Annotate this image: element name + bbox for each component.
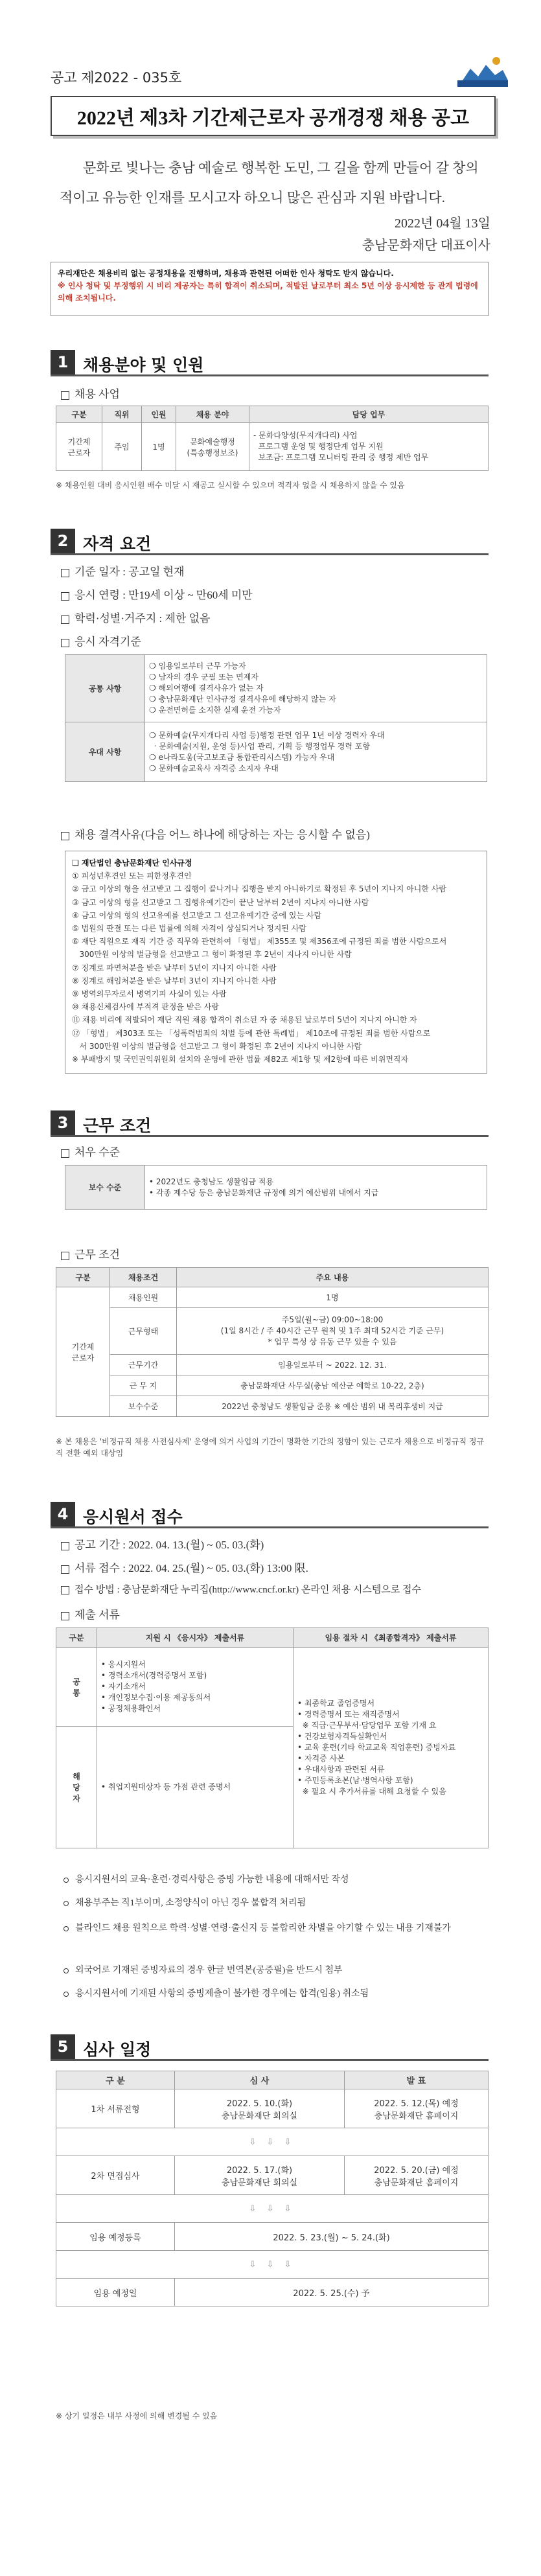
list-item: • 응시지원서 <box>101 1660 146 1669</box>
cell-duties <box>249 423 489 471</box>
sec2-item-3 <box>61 632 141 649</box>
square-bullet-icon <box>61 391 69 400</box>
th-content: 주요 내용 <box>177 1268 489 1287</box>
final-docs <box>294 1648 489 1848</box>
list-item: • 공정채용확인서 <box>101 1704 161 1713</box>
cell-key: 근 무 지 <box>110 1375 177 1396</box>
th-applicant-docs: 지원 시 《응시자》 제출서류 <box>97 1628 294 1648</box>
th-type: 구분 <box>56 1628 97 1648</box>
sec4-item-1 <box>61 1559 308 1575</box>
disq-item: ⑫ 「형법」 제303조 또는 「성폭력범죄의 처벌 등에 관한 특례법」 제10조에 규정된 죄를 범한 사람으로 <box>72 1028 431 1038</box>
cell-count: 1명 <box>142 423 176 471</box>
note-text: 응시지원서의 교육·훈련·경력사항은 증빙 가능한 내용에 대해서만 작성 <box>75 1875 349 1885</box>
cell-value: 임용일로부터 ~ 2022. 12. 31. <box>177 1355 489 1375</box>
item-label: 서류 접수 : 2022. 04. 25.(월) ~ 05. 03.(화) 13:00 限. <box>75 1562 308 1574</box>
item-label: 공고 기간 : 2022. 04. 13.(월) ~ 05. 03.(화) <box>75 1539 264 1551</box>
intro-text: 문화로 빛나는 충남 예술로 행복한 도민, 그 길을 함께 만들어 갈 창의적이고 유능한 인재를 모시고자 하오니 많은 관심과 지원 바랍니다. <box>60 160 479 205</box>
issue-date: 2022년 04월 13일 <box>395 216 490 231</box>
item-label: 기준 일자 : 공고일 현재 <box>75 566 185 578</box>
cell-rank: 주임 <box>102 423 142 471</box>
cell-type: 기간제 근로자 <box>56 423 102 471</box>
disq-item: ⑧ 징계로 해임처분을 받은 날부터 3년이 지나지 아니한 사람 <box>72 976 277 985</box>
cell-group: 기간제 근로자 <box>56 1287 110 1417</box>
note-text: 응시지원서에 기재된 사항의 증빙제출이 불가한 경우에는 합격(임용) 취소됨 <box>75 1989 369 1999</box>
cell-key: 근무형태 <box>110 1308 177 1355</box>
sec5-note: ※ 상기 일정은 내부 사정에 의해 변경될 수 있음 <box>56 2411 218 2421</box>
square-bullet-icon <box>61 615 69 624</box>
issue-date-block <box>362 213 490 257</box>
section-number: 1 <box>51 350 75 374</box>
circle-bullet-icon <box>63 1878 69 1883</box>
section-3-header <box>51 1110 489 1137</box>
section-number: 5 <box>51 2034 75 2059</box>
duty-line: - 문화다양성(무지개다리) 사업 <box>253 431 358 440</box>
cell-field: 문화예술행정 (특송행정보조) <box>176 423 249 471</box>
sec2-sub-disq <box>61 825 370 842</box>
square-bullet-icon <box>61 592 69 601</box>
th-type: 구분 <box>56 406 102 423</box>
sec4-note-2 <box>63 1919 491 1938</box>
sec2-item-1 <box>61 586 253 602</box>
item-label: 응시 연령 : 만19세 이상 ~ 만60세 미만 <box>75 589 253 601</box>
down-arrow-icon: ⇩ ⇩ ⇩ <box>56 2251 489 2279</box>
list-item: ❍ e나라도움(국고보조금 통합관리시스템) 가능자 우대 <box>149 752 335 762</box>
th-type: 구분 <box>56 1268 110 1287</box>
section-title: 응시원서 접수 <box>83 1508 183 1526</box>
note-text: 블라인드 채용 원칙으로 학력·성별·연령·출신지 등 불합리한 차별을 야기할 수 있는 내용 기재불가 <box>75 1924 451 1933</box>
th-stage: 구 분 <box>56 2071 175 2089</box>
square-bullet-icon <box>61 1149 69 1158</box>
section-title: 채용분야 및 인원 <box>83 356 204 374</box>
list-item: ❍ 임용일로부터 근무 가능자 <box>149 661 246 671</box>
list-item: ❍ 운전면허를 소지한 실제 운전 가능자 <box>149 706 281 715</box>
disq-item: 300만원 이상의 벌금형을 선고받고 그 형이 확정된 후 2년이 지나지 아니한 사람 <box>72 950 352 960</box>
th-duties: 담당 업무 <box>249 406 489 423</box>
cell-key: 근무기간 <box>110 1355 177 1375</box>
applicant-docs-eligible: • 취업지원대상자 등 가점 관련 증명서 <box>97 1727 294 1848</box>
list-item: ‧ 문화예술(지원, 운영 등)사업 관리, 기획 등 행정업무 경력 포함 <box>149 741 370 751</box>
stage-label: 1차 서류전형 <box>56 2089 175 2128</box>
cell-value: 2022년 충청남도 생활임금 준용 ※ 예산 범위 내 복리후생비 지급 <box>177 1396 489 1417</box>
duty-line: 보조금: 프로그램 모니터링 관리 중 행정 제반 업무 <box>253 453 429 462</box>
sec2-item-2 <box>61 609 210 625</box>
section-5-header <box>51 2034 489 2061</box>
row-label-common: 공 통 <box>56 1648 97 1727</box>
item-label: 접수 방법 : 충남문화재단 누리집(http://www.cncf.or.kr) 온라인 채용 시스템으로 접수 <box>75 1585 421 1595</box>
notice-line-2: ※ 인사 청탁 및 부정행위 시 비리 제공자는 특히 합격이 취소되며, 적발된 날로부터 최소 5년 이상 응시제한 등 관계 법령에 의해 조치됩니다. <box>58 281 478 303</box>
circle-bullet-icon <box>63 1901 69 1906</box>
th-final-docs: 임용 절차 시 《최종합격자》 제출서류 <box>294 1628 489 1648</box>
list-item: ※ 직급·근무부서·담당업무 포함 기재 요 <box>297 1721 437 1730</box>
disq-item: ⑦ 징계로 파면처분을 받은 날부터 5년이 지나지 아니한 사람 <box>72 963 277 972</box>
section-number: 3 <box>51 1110 75 1135</box>
item-label: 응시 자격기준 <box>75 636 141 648</box>
list-item: • 개인정보수집·이용 제공동의서 <box>101 1693 211 1702</box>
recruitment-table <box>56 406 489 471</box>
pay-label: 보수 수준 <box>65 1166 145 1210</box>
sec4-item-3 <box>61 1605 120 1622</box>
disq-item: ※ 부패방지 및 국민권익위원회 설치와 운영에 관한 법률 제82조 제1항 및 제2항에 따른 비위면직자 <box>72 1055 409 1064</box>
list-item: ❍ 문화예술교육사 자격증 소지자 우대 <box>149 763 279 773</box>
stage-announce: 2022. 5. 12.(목) 예정 충남문화재단 홈페이지 <box>345 2089 489 2128</box>
sec4-note-0 <box>63 1872 349 1885</box>
list-item: • 주민등록초본(남·병역사항 포함) <box>297 1776 413 1785</box>
stage-review: 2022. 5. 10.(화) 충남문화재단 회의실 <box>175 2089 345 2128</box>
th-condition: 채용조건 <box>110 1268 177 1287</box>
disq-item: 서 300만원 이상의 벌금형을 선고받고 그 형이 확정된 후 2년이 지나지 아니한 사람 <box>72 1041 362 1051</box>
section-4-header <box>51 1502 489 1528</box>
disq-item: ⑨ 병역의무자로서 병역기피 사실이 있는 사람 <box>72 989 227 999</box>
square-bullet-icon <box>61 832 69 840</box>
sec2-item-0 <box>61 562 185 579</box>
sec3-sub-conditions <box>61 1245 120 1261</box>
list-item: • 교육 훈련(기타 학교교육 직업훈련) 증빙자료 <box>297 1743 456 1752</box>
duty-line: 프로그램 운영 및 행정단계 업무 지원 <box>253 442 384 451</box>
stage-label: 임용 예정일 <box>56 2279 175 2306</box>
stage-review: 2022. 5. 17.(화) 충남문화재단 회의실 <box>175 2156 345 2195</box>
sec4-note-4 <box>63 1986 369 1999</box>
stage-date: 2022. 5. 23.(월) ~ 5. 24.(화) <box>175 2223 489 2251</box>
section-2-header <box>51 529 489 555</box>
list-item: • 경력소개서(경력증명서 포함) <box>101 1671 207 1680</box>
item-label: 학력·성별·거주지 : 제한 없음 <box>75 612 211 625</box>
disq-item: ① 피성년후견인 또는 피한정후견인 <box>72 871 192 881</box>
list-item: ❍ 문화예술(무지개다리 사업 등)행정 관련 업무 1년 이상 경력자 우대 <box>149 730 385 740</box>
notice-number: 공고 제2022 - 035호 <box>51 70 182 86</box>
th-field: 채용 분야 <box>176 406 249 423</box>
square-bullet-icon <box>61 1542 69 1550</box>
sec1-sub-heading <box>61 385 120 401</box>
cell-key: 보수수준 <box>110 1396 177 1417</box>
item-label: 제출 서류 <box>75 1609 120 1621</box>
sub-heading-label: 채용 사업 <box>75 388 120 400</box>
pay-list <box>145 1166 487 1210</box>
pay-table <box>65 1165 487 1210</box>
fair-hiring-notice <box>51 262 489 316</box>
disq-item: ⑪ 채용 비리에 적발되어 재단 직원 채용 합격이 취소된 자 중 채용된 날로부터 5년이 지나지 아니한 자 <box>72 1015 417 1025</box>
down-arrow-icon: ⇩ ⇩ ⇩ <box>56 2128 489 2156</box>
list-item: • 자격증 사본 <box>297 1754 345 1763</box>
sec3-note: ※ 본 채용은 '비정규직 채용 사전심사제' 운영에 의거 사업의 기간이 명확한 기간의 정함이 있는 근로자 채용으로 비정규직 정규직 전환 예외 대상임 <box>56 1437 485 1458</box>
stage-label: 2차 면접심사 <box>56 2156 175 2195</box>
cell-value: 1명 <box>177 1287 489 1308</box>
list-item: • 최종학교 졸업증명서 <box>297 1699 375 1708</box>
disq-item: ② 금고 이상의 형을 선고받고 그 집행이 끝나거나 집행을 받지 아니하기로 확정된 후 5년이 지나지 아니한 사람 <box>72 884 446 894</box>
section-number: 2 <box>51 529 75 553</box>
disq-item: ⑥ 재단 직원으로 재직 기간 중 직무와 관련하여 「형법」 제355조 및 제356조에 규정된 죄를 범한 사람으로서 <box>72 937 447 947</box>
down-arrow-icon: ⇩ ⇩ ⇩ <box>56 2195 489 2223</box>
applicant-docs-common <box>97 1648 294 1727</box>
th-rank: 직위 <box>102 406 142 423</box>
list-item: ❍ 충남문화재단 인사규정 결격사유에 해당하지 않는 자 <box>149 695 336 704</box>
foundation-logo-icon <box>457 54 508 87</box>
note-text: 채용부주는 직1부이며, 소정양식이 아닌 경우 불합격 처리됨 <box>75 1898 306 1908</box>
list-item: ❍ 남자의 경우 군필 또는 면제자 <box>149 673 259 682</box>
circle-bullet-icon <box>63 1968 69 1973</box>
disq-item: ③ 금고 이상의 형을 선고받고 그 집행유예기간이 끝난 날부터 2년이 지나지 아니한 사람 <box>72 897 369 907</box>
list-item: ❍ 해외여행에 결격사유가 없는 자 <box>149 684 264 693</box>
square-bullet-icon <box>61 1252 69 1260</box>
disq-item: ⑩ 채용신체검사에 부적격 판정을 받은 사람 <box>72 1002 219 1012</box>
sub-heading-label: 채용 결격사유(다음 어느 하나에 해당하는 자는 응시할 수 없음) <box>75 829 370 841</box>
square-bullet-icon <box>61 1586 69 1594</box>
th-review: 심 사 <box>175 2071 345 2089</box>
notice-line-1: 우리재단은 채용비리 없는 공정채용을 진행하며, 채용과 관련된 어떠한 인사 청탁도 받지 않습니다. <box>58 269 394 278</box>
section-title: 심사 일정 <box>83 2040 152 2059</box>
disq-title: ❏ 재단법인 충남문화재단 인사규정 <box>72 858 192 868</box>
schedule-table <box>56 2071 489 2306</box>
sec4-note-3 <box>63 1963 343 1976</box>
list-item: • 건강보험자격득실확인서 <box>297 1732 387 1741</box>
common-label: 공통 사항 <box>65 655 145 722</box>
issuer: 충남문화재단 대표이사 <box>362 238 490 253</box>
list-item: • 자기소개서 <box>101 1682 146 1691</box>
square-bullet-icon <box>61 1565 69 1574</box>
disq-item: ④ 금고 이상의 형의 선고유예를 선고받고 그 선고유예기간 중에 있는 사람 <box>72 910 322 920</box>
row-label-eligible: 해 당 자 <box>56 1727 97 1848</box>
pref-list <box>145 722 487 782</box>
square-bullet-icon <box>61 1612 69 1620</box>
list-item: • 2022년도 충청남도 생활임금 적용 <box>149 1177 273 1186</box>
sub-heading-label: 근무 조건 <box>75 1248 120 1261</box>
qualification-table <box>65 654 487 782</box>
common-list <box>145 655 487 722</box>
cell-value: 주5일(월~금) 09:00~18:00 (1일 8시간 / 주 40시간 근무 원칙 및 1주 최대 52시간 기준 근무) * 업무 특성 상 유동 근무 있을 수 있음 <box>177 1308 489 1355</box>
page-title: 2022년 제3차 기간제근로자 공개경쟁 채용 공고 <box>51 96 496 136</box>
square-bullet-icon <box>61 639 69 647</box>
documents-table <box>56 1627 489 1848</box>
list-item: ※ 필요 시 추가서류를 대해 요청할 수 있음 <box>297 1787 446 1796</box>
sec4-item-2 <box>61 1582 421 1596</box>
sec4-item-0 <box>61 1535 264 1552</box>
sec3-sub-pay <box>61 1143 120 1159</box>
stage-label: 임용 예정등록 <box>56 2223 175 2251</box>
conditions-table <box>56 1267 489 1417</box>
stage-announce: 2022. 5. 20.(금) 예정 충남문화재단 홈페이지 <box>345 2156 489 2195</box>
disqualification-box <box>65 851 487 1074</box>
th-announce: 발 표 <box>345 2071 489 2089</box>
section-number: 4 <box>51 1502 75 1526</box>
circle-bullet-icon <box>63 1992 69 1997</box>
circle-bullet-icon <box>63 1926 69 1931</box>
stage-date: 2022. 5. 25.(수) 予 <box>175 2279 489 2306</box>
list-item: • 우대사항과 관련된 서류 <box>297 1765 385 1774</box>
section-title: 근무 조건 <box>83 1116 152 1135</box>
section-1-header <box>51 350 489 376</box>
disq-item: ⑤ 법원의 판결 또는 다른 법률에 의해 자격이 상실되거나 정지된 사람 <box>72 924 306 934</box>
list-item: • 경력증명서 또는 재직증명서 <box>297 1710 400 1719</box>
cell-key: 채용인원 <box>110 1287 177 1308</box>
th-count: 인원 <box>142 406 176 423</box>
sub-heading-label: 처우 수준 <box>75 1146 120 1158</box>
section-title: 자격 요건 <box>83 535 152 553</box>
list-item: • 각종 제수당 등은 충남문화재단 규정에 의거 예산범위 내에서 지급 <box>149 1188 379 1197</box>
square-bullet-icon <box>61 569 69 577</box>
pref-label: 우대 사항 <box>65 722 145 782</box>
note-text: 외국어로 기재된 증빙자료의 경우 한글 번역본(공증필)을 반드시 첨부 <box>75 1966 343 1975</box>
cell-value: 충남문화재단 사무실(충남 예산군 예학로 10-22, 2층) <box>177 1375 489 1396</box>
sec1-note: ※ 채용인원 대비 응시인원 배수 미달 시 재공고 실시할 수 있으며 적격자 없을 시 채용하지 않을 수 있음 <box>56 481 405 490</box>
sec4-note-1 <box>63 1896 306 1909</box>
